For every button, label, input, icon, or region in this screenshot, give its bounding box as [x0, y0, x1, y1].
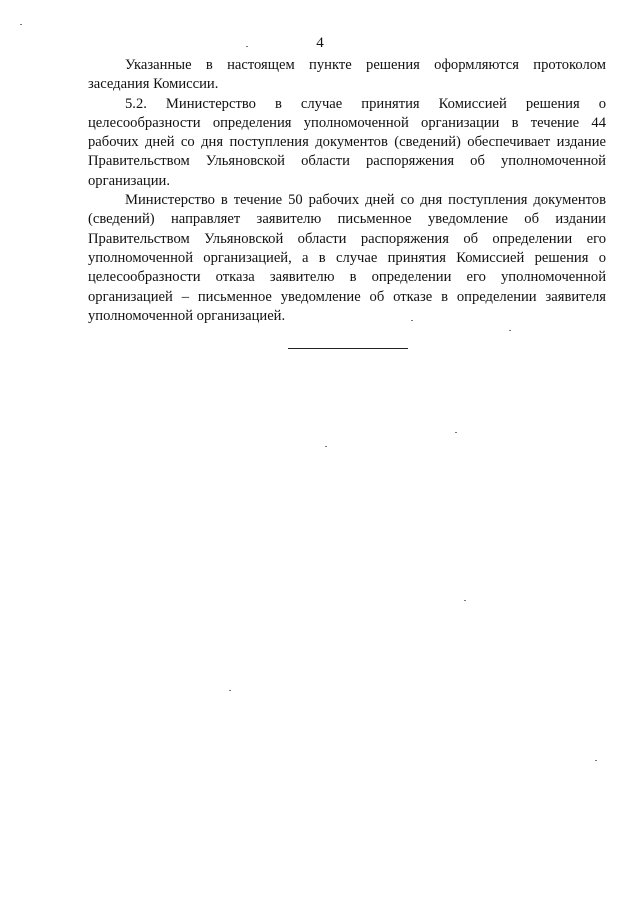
document-body	[88, 56, 606, 326]
scan-speck	[509, 330, 511, 331]
paragraph-5-2: 5.2. Министерство в случае принятия Комиссией решения о целесообразности определения уполномоченной организации в течение 44 рабочих дней со дня поступления документов (сведений) обеспечивает издание Правительством Ульяновской области распоряжения об уполномоченной организации.	[88, 95, 606, 189]
page-number: 4	[316, 35, 324, 51]
scan-speck	[595, 760, 597, 761]
scan-speck	[20, 24, 22, 25]
scan-speck	[246, 46, 248, 47]
scan-speck	[464, 600, 466, 601]
paragraph-protocol: Указанные в настоящем пункте решения оформляются протоколом заседания Комиссии.	[88, 57, 606, 93]
scan-speck	[229, 690, 231, 691]
end-of-text-line	[288, 348, 408, 349]
scan-speck	[325, 446, 327, 447]
paragraph-notification: Министерство в течение 50 рабочих дней со дня поступления документов (сведений) направляет заявителю письменное уведомление об издании Правительством Ульяновской области распоряжения об определении его уполномоченной организацией, а в случае принятия Комиссией решения о целесообразности отказа заявителю в определении его уполномоченной организацией – письменное уведомление об отказе в определении заявителя уполномоченной организацией.	[88, 192, 606, 324]
scan-speck	[455, 432, 457, 433]
scan-speck	[411, 320, 413, 321]
